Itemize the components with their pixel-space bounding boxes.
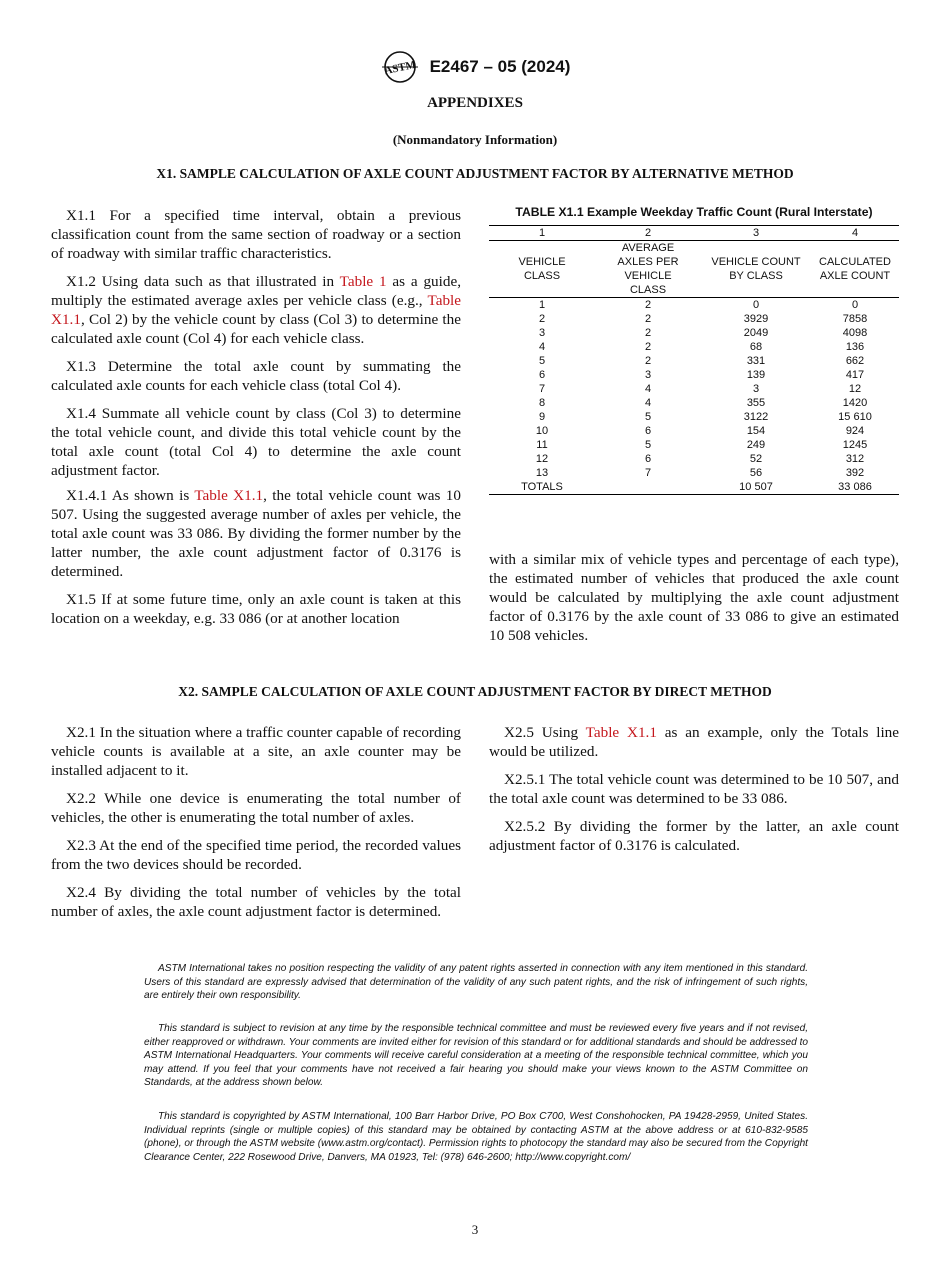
table-cell: 312: [845, 453, 865, 465]
table-cell: 6: [644, 425, 652, 437]
table-cell: 136: [845, 341, 865, 353]
table-cell: 3: [752, 383, 760, 395]
table-cell: 5: [644, 439, 652, 451]
table-x1-1: [489, 205, 899, 495]
table-cell: 3: [644, 369, 652, 381]
x1-4-paragraph: X1.4 Summate all vehicle count by class (Col 3) to determine the total vehicle count, and divide this total vehicle count by the total axle count (total Col 4) to determine the axle count adjustment factor.: [51, 405, 461, 479]
x1-2-paragraph: [51, 272, 461, 348]
x2-5-1-paragraph: X2.5.1 The total vehicle count was determined to be 10 507, and the total axle count was determined to be 33 086.: [489, 771, 899, 807]
table-cell: 12: [848, 383, 862, 395]
table-cell: 9: [538, 411, 546, 423]
x1-right-column: [489, 550, 899, 654]
patent-notice-text: ASTM International takes no position respecting the validity of any patent rights asserted in connection with any item mentioned in this standard. Users of this standard are expressly advised that determination of the validity of any such patent rights, and the risk of infringement of such rights, are entirely their own responsibility.: [144, 963, 808, 1001]
table-cell: 56: [749, 467, 763, 479]
table-cell: 15 610: [838, 411, 872, 423]
header-vehicle-class: VEHICLE CLASS: [489, 241, 595, 298]
table-cell: 52: [749, 453, 763, 465]
table-cell: 1: [538, 299, 546, 311]
x2-left-column: [51, 723, 461, 930]
table-cell: 4: [644, 383, 652, 395]
x1-2-text-b: as a guide, multiply the estimated average axles per vehicle class (e.g.,: [51, 273, 461, 309]
table-row: [489, 368, 899, 382]
revision-notice: [144, 1022, 808, 1090]
header-average-axles: AVERAGE AXLES PER VEHICLE CLASS: [595, 241, 701, 298]
table-cell: [595, 480, 701, 495]
table-cell: 249: [746, 439, 766, 451]
table-header-row: [489, 241, 899, 298]
x2-5-text-b: as an example, only the Totals line would be utilized.: [489, 724, 899, 760]
x1-2-text-c: , Col 2) by the vehicle count by class (Col 3) to determine the calculated axle count (Col 4) for each vehicle class.: [51, 311, 461, 347]
x2-5-paragraph: [489, 723, 899, 761]
header-vehicle-count: VEHICLE COUNT BY CLASS: [701, 241, 811, 298]
table-cell: 0: [752, 299, 760, 311]
x2-3-paragraph: X2.3 At the end of the specified time period, the recorded values from the two devices should be recorded.: [51, 837, 461, 873]
table-cell: 11: [536, 439, 548, 451]
table-caption: TABLE X1.1 Example Weekday Traffic Count (Rural Interstate): [515, 205, 873, 219]
table-cell: 2: [644, 313, 652, 325]
table-cell: 1420: [842, 397, 868, 409]
table-cell: 4: [538, 341, 546, 353]
x2-5-text-a: X2.5 Using: [504, 724, 586, 741]
page-number: 3: [471, 1222, 479, 1237]
x1-2-text-a: X1.2 Using data such as that illustrated in: [66, 273, 340, 290]
table-cell: 924: [845, 425, 865, 437]
table-row: [489, 382, 899, 396]
table-cell: 3122: [743, 411, 769, 423]
x2-2-paragraph: X2.2 While one device is enumerating the total number of vehicles, the other is enumerating the total number of axles.: [51, 790, 461, 826]
table-cell: 154: [746, 425, 766, 437]
table-row: [489, 410, 899, 424]
table-1-link[interactable]: Table 1: [339, 273, 387, 290]
x1-3-paragraph: X1.3 Determine the total axle count by summating the calculated axle counts for each vehicle class (total Col 4).: [51, 358, 461, 394]
x2-right-column: [489, 723, 899, 864]
table-x1-1-link[interactable]: Table X1.1: [585, 724, 657, 741]
table-cell: 4098: [842, 327, 868, 339]
table-cell: 662: [845, 355, 865, 367]
header-calculated-axle-count: CALCULATED AXLE COUNT: [811, 241, 899, 298]
x1-1-paragraph: X1.1 For a specified time interval, obtain a previous classification count from the same section of roadway or a section of roadway with similar traffic characteristics.: [51, 207, 461, 262]
appendixes-title: APPENDIXES: [427, 95, 523, 111]
table-cell: 7: [644, 467, 652, 479]
column-number: 2: [595, 226, 701, 241]
x1-4-1-paragraph: [51, 486, 461, 581]
traffic-count-table: [489, 225, 899, 495]
revision-notice-text: This standard is subject to revision at any time by the responsible technical committee and must be reviewed every five years and if not revised, either reapproved or withdrawn. Your comments are invited either for revision of this standard or for additional standards and should be addressed to ASTM International Headquarters. Your comments will receive careful consideration at a meeting of the responsible technical committee, which you may attend. If you feel that your comments have not received a fair hearing you should make your views known to the ASTM Committee on Standards, at the address shown below.: [144, 1023, 808, 1088]
page-header: [0, 50, 950, 86]
table-cell: 139: [746, 369, 766, 381]
table-cell: 68: [749, 341, 763, 353]
x1-5-paragraph: X1.5 If at some future time, only an axle count is taken at this location on a weekday, e.g. 33 086 (or at another location: [51, 591, 461, 627]
table-row: [489, 396, 899, 410]
table-row: [489, 424, 899, 438]
table-x1-1-link[interactable]: Table X1.1: [51, 292, 461, 328]
table-cell: 8: [538, 397, 546, 409]
table-cell: 13: [535, 467, 549, 479]
table-row: [489, 480, 899, 495]
astm-logo-icon: [380, 50, 420, 84]
table-cell: 5: [538, 355, 546, 367]
x1-section-title: X1. SAMPLE CALCULATION OF AXLE COUNT ADJUSTMENT FACTOR BY ALTERNATIVE METHOD: [156, 166, 794, 181]
table-row: [489, 340, 899, 354]
nonmandatory-note: (Nonmandatory Information): [392, 132, 558, 147]
table-row: [489, 312, 899, 326]
x1-left-column: [51, 206, 461, 637]
table-row: [489, 452, 899, 466]
table-x1-1-link[interactable]: Table X1.1: [194, 487, 264, 504]
copyright-notice: [144, 1110, 808, 1164]
table-cell: 7: [538, 383, 546, 395]
x2-5-2-paragraph: X2.5.2 By dividing the former by the latter, an axle count adjustment factor of 0.3176 is calculated.: [489, 818, 899, 854]
x1-4-1-text-b: , the total vehicle count was 10 507. Using the suggested average number of axles per vehicle, the total axle count was 33 086. By dividing the former number by the latter number, the axle count adjustment factor of 0.3176 is determined.: [51, 487, 461, 580]
table-cell: 3929: [743, 313, 769, 325]
x1-4-1-text-a: X1.4.1 As shown is: [66, 487, 195, 504]
table-row: [489, 354, 899, 368]
table-row: [489, 438, 899, 452]
table-cell: 6: [644, 453, 652, 465]
patent-notice: [144, 962, 808, 1003]
column-number: 3: [701, 226, 811, 241]
table-cell: 0: [851, 299, 859, 311]
table-cell: 5: [644, 411, 652, 423]
table-cell: 33 086: [811, 480, 899, 495]
column-number: 1: [489, 226, 595, 241]
table-cell: 6: [538, 369, 546, 381]
table-cell: 2: [644, 341, 652, 353]
table-body: [489, 298, 899, 495]
svg-text:ASTM: ASTM: [382, 58, 417, 78]
table-cell: 10: [535, 425, 549, 437]
table-cell: 3: [538, 327, 546, 339]
table-cell: 2: [644, 355, 652, 367]
column-number: 4: [811, 226, 899, 241]
x2-section-title: X2. SAMPLE CALCULATION OF AXLE COUNT ADJUSTMENT FACTOR BY DIRECT METHOD: [178, 684, 772, 699]
table-cell: 2: [538, 313, 546, 325]
table-cell: 12: [535, 453, 549, 465]
table-cell: 2: [644, 327, 652, 339]
table-row: [489, 466, 899, 480]
copyright-notice-text: This standard is copyrighted by ASTM International, 100 Barr Harbor Drive, PO Box C700, West Conshohocken, PA 19428-2959, United States. Individual reprints (single or multiple copies) of this standard may be obtained by contacting ASTM at the above address or at 610-832-9585 (phone), or through the ASTM website (www.astm.org/contact). Permission rights to photocopy the standard may also be secured from the Copyright Clearance Center, 222 Rosewood Drive, Danvers, MA 01923, Tel: (978) 646-2600; http://www.copyright.com/: [144, 1111, 808, 1163]
table-cell: 2049: [743, 327, 769, 339]
table-cell: 331: [746, 355, 766, 367]
table-cell: 355: [746, 397, 766, 409]
table-row: [489, 326, 899, 340]
table-cell: 1245: [842, 439, 868, 451]
table-cell: 392: [845, 467, 865, 479]
table-cell: 7858: [842, 313, 868, 325]
standard-designation: E2467 – 05 (2024): [429, 57, 571, 76]
table-row: [489, 298, 899, 313]
x1-5-continuation: with a similar mix of vehicle types and percentage of each type), the estimated number of vehicles that produced the axle count would be calculated by multiplying the axle count adjustment factor of 0.3176 by the axle count of 33 086 to give an estimated 10 508 vehicles.: [489, 551, 899, 644]
table-cell: 10 507: [701, 480, 811, 495]
x2-1-paragraph: X2.1 In the situation where a traffic counter capable of recording vehicle counts is available at a site, an axle counter may be installed adjacent to it.: [51, 724, 461, 779]
table-cell: TOTALS: [489, 480, 595, 495]
table-cell: 417: [845, 369, 865, 381]
table-column-numbers: [489, 226, 899, 241]
table-cell: 2: [644, 299, 652, 311]
table-cell: 4: [644, 397, 652, 409]
x2-4-paragraph: X2.4 By dividing the total number of vehicles by the total number of axles, the axle count adjustment factor is determined.: [51, 884, 461, 920]
